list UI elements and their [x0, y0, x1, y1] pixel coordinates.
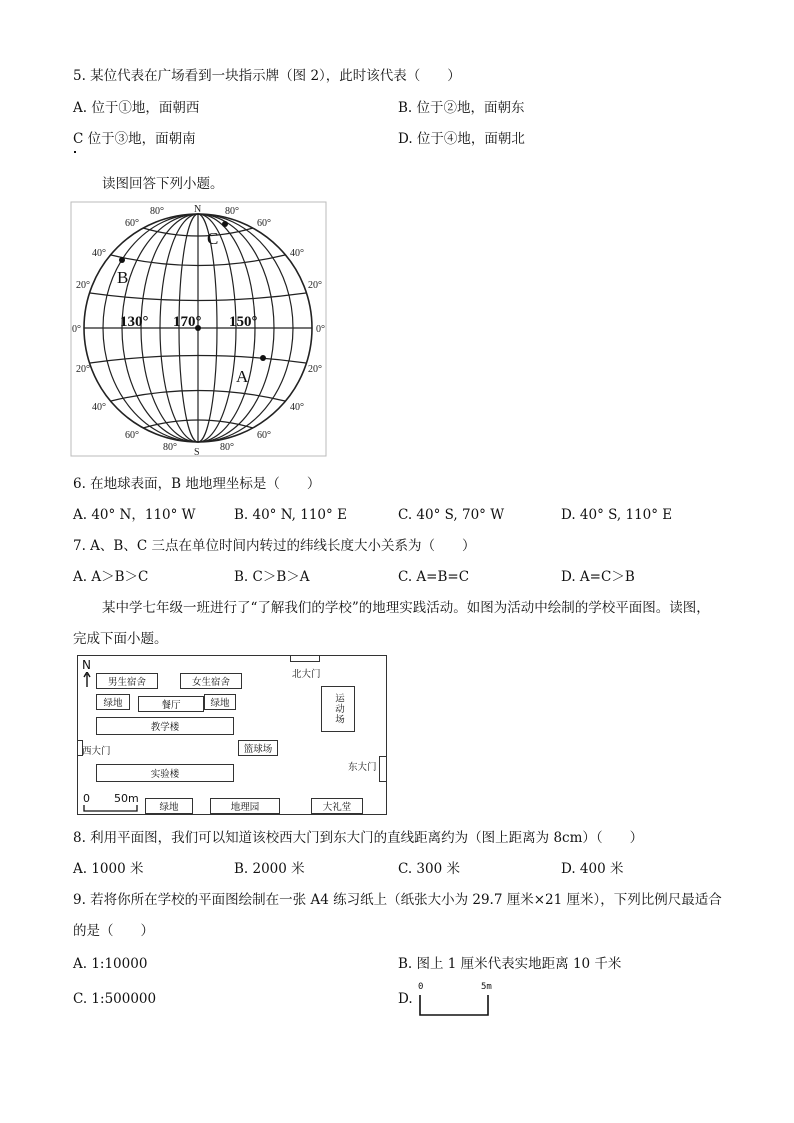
intro-complete: 完成下面小题。	[73, 631, 168, 647]
point-a-label: A	[236, 367, 249, 386]
north-arrow-icon	[83, 672, 91, 688]
lat-label: 80°	[150, 206, 164, 217]
green-2: 绿地	[204, 694, 236, 710]
lat-label: 60°	[257, 218, 271, 229]
q9-option-b: B. 图上 1 厘米代表实地距离 10 千米	[398, 956, 622, 972]
q8-stem: 8. 利用平面图，我们可以知道该校西大门到东大门的直线距离约为（图上距离为 8cm）（ ）	[73, 830, 644, 846]
q9-option-d: D.	[398, 991, 413, 1007]
point-b-label: B	[117, 268, 129, 287]
lat-label: 20°	[76, 280, 90, 291]
q7-option-a: A. A＞B＞C	[73, 569, 149, 585]
lab-building: 实验楼	[96, 764, 234, 782]
scale-bar	[83, 805, 139, 813]
east-gate: 东大门	[348, 762, 377, 773]
geography-garden: 地理园	[210, 798, 280, 814]
lat-label: 40°	[92, 402, 106, 413]
lat-label: 60°	[257, 430, 271, 441]
scale-zero: 0	[83, 792, 90, 805]
q7-stem: 7. A、B、C 三点在单位时间内转过的纬线长度大小关系为（ ）	[73, 538, 476, 554]
lat-label: 20°	[76, 364, 90, 375]
point-c-dot	[222, 221, 228, 227]
point-b-dot	[119, 257, 125, 263]
north-label: N	[82, 658, 91, 672]
lon-label-130: 130°	[120, 314, 149, 330]
q6-stem: 6. 在地球表面，B 地地理坐标是（ ）	[73, 476, 321, 492]
q7-option-d: D. A=C＞B	[561, 569, 635, 585]
green-1: 绿地	[96, 694, 130, 710]
boys-dorm: 男生宿舍	[96, 673, 158, 689]
q8-option-d: D. 400 米	[561, 861, 624, 877]
q6-option-b: B. 40° N, 110° E	[234, 507, 347, 523]
q5-stem: 5. 某位代表在广场看到一块指示牌（图 2），此时该代表（ ）	[73, 68, 461, 84]
lat-label: 40°	[290, 248, 304, 259]
lon-label-150: 150°	[229, 314, 258, 330]
globe-n: N	[194, 204, 202, 215]
point-c-label: C	[207, 229, 219, 248]
teaching-building: 教学楼	[96, 717, 234, 735]
school-plan-figure	[77, 655, 387, 815]
lat-label: 20°	[308, 364, 322, 375]
girls-dorm: 女生宿舍	[180, 673, 242, 689]
canteen: 餐厅	[138, 696, 204, 712]
north-gate-mark	[290, 656, 320, 662]
lat-label: 60°	[125, 218, 139, 229]
q5-option-a: A. 位于①地，面朝西	[73, 100, 200, 116]
q6-option-a: A. 40° N，110° W	[73, 507, 196, 523]
q9-d-scale-5m: 5m	[481, 982, 492, 992]
q8-option-b: B. 2000 米	[234, 861, 305, 877]
north-gate: 北大门	[292, 669, 321, 680]
lat-label: 80°	[225, 206, 239, 217]
green-3: 绿地	[145, 798, 193, 814]
auditorium: 大礼堂	[311, 798, 363, 814]
q5-option-c: C 位于③地，面朝南	[73, 131, 196, 147]
lat-label: 80°	[163, 442, 177, 453]
stray-dot	[74, 151, 76, 153]
q5-option-b: B. 位于②地，面朝东	[398, 100, 525, 116]
lat-label: 20°	[308, 280, 322, 291]
q6-option-c: C. 40° S, 70° W	[398, 507, 505, 523]
intro-read-map: 读图回答下列小题。	[102, 176, 224, 192]
q9-d-scale-zero: 0	[418, 982, 424, 992]
intro-school-activity: 某中学七年级一班进行了“了解我们的学校”的地理实践活动。如图为活动中绘制的学校平面图。读图，	[102, 600, 710, 616]
q9-d-scale-bar	[418, 995, 492, 1017]
q9-stem-line1: 9. 若将你所在学校的平面图绘制在一张 A4 练习纸上（纸张大小为 29.7 厘米×21 厘米），下列比例尺最适合	[73, 892, 722, 908]
q8-option-a: A. 1000 米	[73, 861, 144, 877]
globe-figure	[70, 200, 328, 458]
east-gate-mark	[379, 756, 386, 782]
q9-option-a: A. 1:10000	[73, 956, 148, 972]
q7-option-c: C. A=B=C	[398, 569, 470, 585]
lat-label: 40°	[92, 248, 106, 259]
scale-50m: 50m	[114, 792, 139, 805]
lat-label: 80°	[220, 442, 234, 453]
lon-label-170: 170°	[173, 314, 202, 330]
west-gate: 西大门	[82, 746, 111, 757]
basketball-court: 篮球场	[238, 740, 278, 756]
q9-option-c: C. 1:500000	[73, 991, 157, 1007]
q8-option-c: C. 300 米	[398, 861, 460, 877]
q6-option-d: D. 40° S, 110° E	[561, 507, 673, 523]
q9-stem-line2: 的是（ ）	[73, 923, 154, 939]
sports-field: 运动场	[321, 686, 355, 732]
point-a-dot	[260, 355, 266, 361]
q7-option-b: B. C＞B＞A	[234, 569, 310, 585]
lat-label: 40°	[290, 402, 304, 413]
globe-s: S	[194, 447, 200, 458]
lat-label: 60°	[125, 430, 139, 441]
q5-option-d: D. 位于④地，面朝北	[398, 131, 525, 147]
eq-label: 0°	[316, 324, 325, 335]
eq-label: 0°	[72, 324, 81, 335]
